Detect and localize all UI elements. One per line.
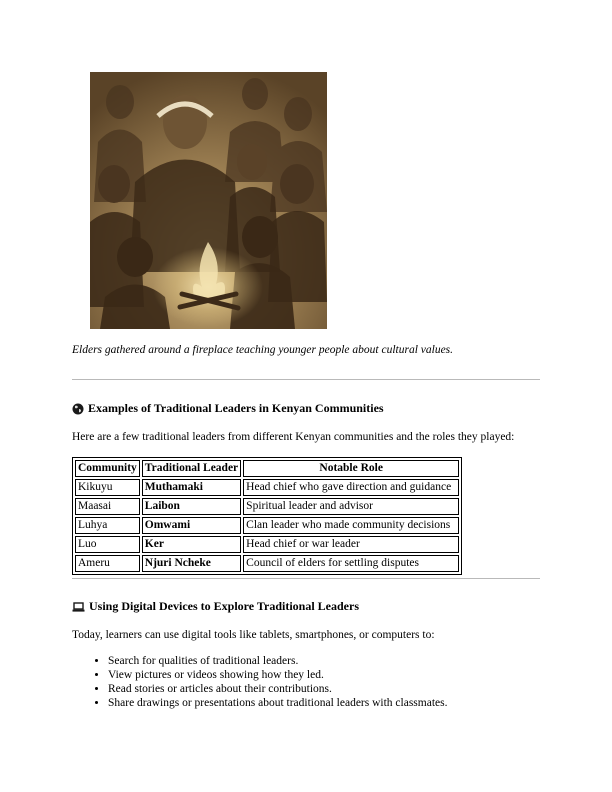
cell-leader: Omwami <box>142 517 241 534</box>
list-item: • Read stories or articles about their contributions. <box>108 682 447 696</box>
globe-icon <box>72 403 84 415</box>
table-row <box>75 479 459 496</box>
section-intro: Here are a few traditional leaders from different Kenyan communities and the roles they played: <box>72 431 515 443</box>
cell-community: Luo <box>75 536 140 553</box>
cell-role: Head chief or war leader <box>243 536 459 553</box>
cell-community: Kikuyu <box>75 479 140 496</box>
traditional-leaders-table <box>72 457 462 575</box>
table-header-row <box>75 460 459 477</box>
cell-role: Council of elders for settling disputes <box>243 555 459 572</box>
cell-community: Luhya <box>75 517 140 534</box>
cell-leader: Njuri Ncheke <box>142 555 241 572</box>
list-item: • View pictures or videos showing how they led. <box>108 668 447 682</box>
cell-role: Head chief who gave direction and guidance <box>243 479 459 496</box>
cell-role: Spiritual leader and advisor <box>243 498 459 515</box>
section-heading-traditional-leaders <box>72 401 384 416</box>
table-row <box>75 517 459 534</box>
cell-leader: Laibon <box>142 498 241 515</box>
section-intro: Today, learners can use digital tools like tablets, smartphones, or computers to: <box>72 629 435 641</box>
cell-community: Ameru <box>75 555 140 572</box>
cell-leader: Ker <box>142 536 241 553</box>
elders-fireplace-illustration <box>90 72 327 329</box>
table-row <box>75 555 459 572</box>
section-heading-digital-devices <box>72 599 359 614</box>
divider <box>72 379 540 380</box>
list-item: • Search for qualities of traditional leaders. <box>108 654 447 668</box>
digital-uses-list <box>72 654 447 710</box>
list-item: • Share drawings or presentations about traditional leaders with classmates. <box>108 696 447 710</box>
cell-leader: Muthamaki <box>142 479 241 496</box>
laptop-icon <box>72 601 85 613</box>
divider <box>72 578 540 579</box>
figure-caption: Elders gathered around a fireplace teaching younger people about cultural values. <box>72 344 454 356</box>
cell-community: Maasai <box>75 498 140 515</box>
table-row <box>75 536 459 553</box>
column-header-traditional-leader: Traditional Leader <box>142 460 241 477</box>
section-heading-text: Examples of Traditional Leaders in Kenyan Communities <box>88 401 384 415</box>
column-header-community: Community <box>75 460 140 477</box>
table-row <box>75 498 459 515</box>
column-header-notable-role: Notable Role <box>243 460 459 477</box>
section-heading-text: Using Digital Devices to Explore Traditional Leaders <box>89 599 359 613</box>
cell-role: Clan leader who made community decisions <box>243 517 459 534</box>
